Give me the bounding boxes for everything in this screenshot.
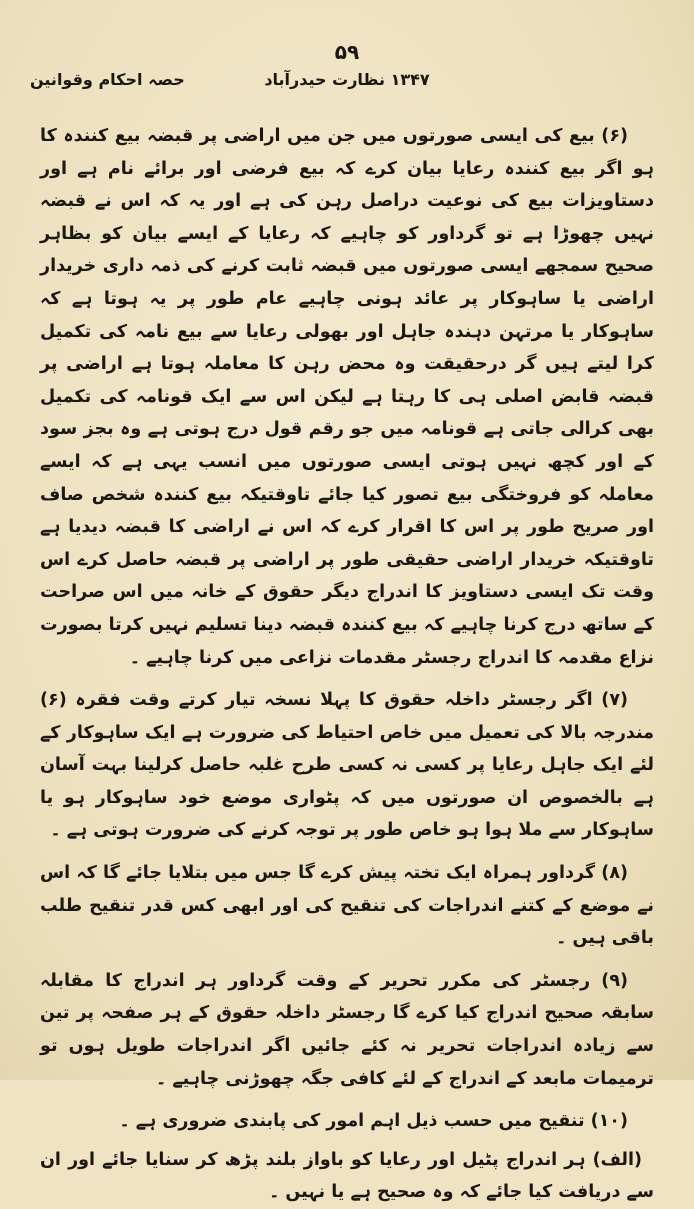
page-number: ۵۹ xyxy=(334,40,360,64)
paragraph-7: (۷) اگر رجسٹر داخلہ حقوق کا پہلا نسخہ تیار کرتے وقت فقرہ (۶) مندرجہ بالا کی تعمیل میں خاص احتیاط کی ضرورت ہے ایک ساہوکار کے لئے ایک جاہل رعایا پر کسی نہ کسی طرح غلبہ حاصل کرلینا بہت آسان ہے بالخصوص ان صورتوں میں کہ پٹواری موضع خود ساہوکار ہو یا ساہوکار سے ملا ہوا ہو خاص طور پر توجہ کرنے کی ضرورت ہوتی ہے ۔ xyxy=(40,690,654,841)
paragraph-8: (۸) گرداور ہمراہ ایک تختہ پیش کرے گا جس میں بتلایا جائے گا کہ اس نے موضع کے کتنے اندراجات کی تنقیح کی اور ابھی کس قدر تنقیح طلب باقی ہیں ۔ xyxy=(40,863,654,949)
page-header xyxy=(30,70,664,100)
paragraph-10: (۱۰) تنقیح میں حسب ذیل اہم امور کی پابندی ضروری ہے ۔ xyxy=(119,1111,628,1132)
paragraph-9: (۹) رجسٹر کی مکرر تحریر کے وقت گرداور ہر اندراج کا مقابلہ سابقہ صحیح اندراج کیا کرے گا رجسٹر داخلہ حقوق کے ہر صفحہ پر تین سے زیادہ اندراجات تحریر نہ کئے جائیں اگر اندراجات طویل ہوں تو ترمیمات مابعد کے اندراج کے لئے کافی جگہ چھوڑنی چاہیے ۔ xyxy=(40,970,654,1089)
document-body xyxy=(40,120,654,1203)
paragraph-10-alif: (الف) ہر اندراج پٹیل اور رعایا کو باواز بلند پڑھ کر سنایا جائے اور ان سے دریافت کیا جائے کہ وہ صحیح ہے یا نہیں ۔ xyxy=(40,1149,654,1203)
paragraph-6: (۶) بیع کی ایسی صورتوں میں جن میں اراضی پر قبضہ بیع کنندہ کا ہو اگر بیع کنندہ رعایا بیان کرے کہ بیع فرضی اور برائے نام ہے اور دستاویزات بیع کی نوعیت دراصل رہن کی ہے اور یہ کہ اس نے قبضہ نہیں چھوڑا ہے تو گرداور کو چاہیے کہ رعایا کے ایسے بیان کو بظاہر صحیح سمجھے ایسی صورتوں میں قبضہ ثابت کرنے کی ذمہ داری خریدار اراضی یا ساہوکار پر عائد ہونی چاہیے عام طور پر یہ ہوتا ہے کہ ساہوکار یا مرتہن دہندہ جاہل اور بھولی رعایا سے بیع نامہ کی تکمیل کرا لیتے ہیں گر درحقیقت وہ محض رہن کا معاملہ ہوتا ہے اراضی پر قبضہ قابض اصلی ہی کا رہتا ہے لیکن اس سے ایک قونامہ کی تکمیل بھی کرالی جاتی ہے قونامہ میں جو رقم قول درج ہوتی ہے وہ بجز سود کے اور کچھ نہیں ہوتی ایسی صورتوں میں انسب یہی ہے کہ ایسے معاملہ کو فروختگی بیع تصور کیا جائے تاوقتیکہ بیع کنندہ شخص صاف اور صریح طور پر اس کا اقرار کرے کہ اس نے اراضی کا قبضہ دیدیا ہے تاوقتیکہ خریدار اراضی حقیقی طور پر اراضی پر قبضہ حاصل کرے اس وقت تک ایسی دستاویز کا اندراج دیگر حقوق کے خانہ میں اس صراحت کے ساتھ درج کرنا چاہیے کہ بیع کنندہ قبضہ دینا تسلیم نہیں کرتا بصورت نزاع مقدمہ کا اندراج رجسٹر مقدمات نزاعی میں کرنا چاہیے ۔ xyxy=(40,126,654,668)
header-section-title: حصہ احکام وقوانین xyxy=(30,70,185,89)
header-center-title: ۱۳۴۷ نظارت حیدرآباد xyxy=(264,70,430,89)
